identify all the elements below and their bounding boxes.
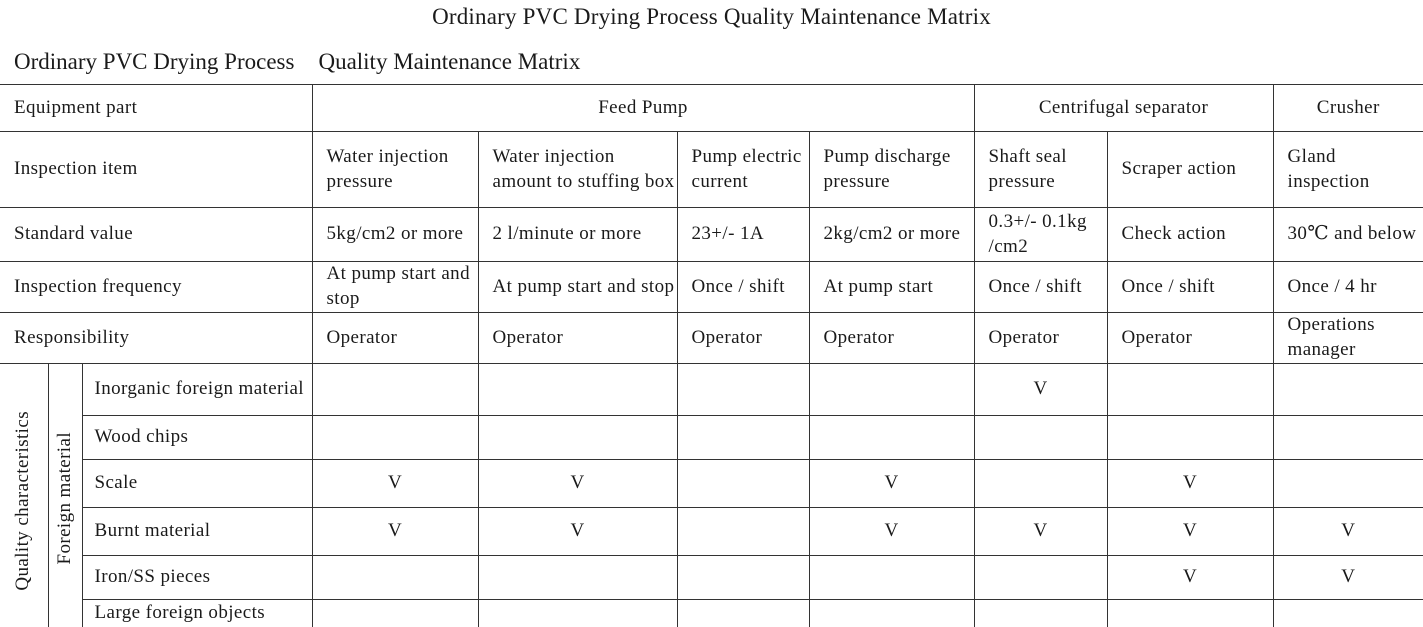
mark-cell: V	[478, 460, 677, 508]
characteristic-row	[0, 416, 1423, 460]
characteristic-name: Large foreign objects	[82, 600, 312, 627]
standard-cell: Check action	[1107, 208, 1273, 262]
standard-cell: 30℃ and below	[1273, 208, 1423, 262]
characteristic-name: Burnt material	[82, 508, 312, 556]
mark-cell	[478, 556, 677, 600]
mark-cell	[478, 600, 677, 627]
mark-cell	[1273, 364, 1423, 416]
caption-process: Ordinary PVC Drying Process	[14, 49, 295, 74]
responsibility-row	[0, 313, 1423, 364]
mark-cell: V	[1107, 556, 1273, 600]
standard-cell: 23+/- 1A	[677, 208, 809, 262]
mark-cell	[1273, 460, 1423, 508]
row-label: Standard value	[0, 208, 312, 262]
mark-cell	[478, 364, 677, 416]
characteristic-name: Iron/SS pieces	[82, 556, 312, 600]
mark-cell	[677, 556, 809, 600]
mark-cell: V	[1107, 460, 1273, 508]
mark-cell	[312, 556, 478, 600]
item-cell: Gland inspection	[1273, 132, 1423, 208]
mark-cell: V	[1273, 556, 1423, 600]
responsibility-cell: Operator	[312, 313, 478, 364]
mark-cell: V	[809, 508, 974, 556]
quality-maintenance-matrix	[0, 84, 1423, 627]
mark-cell	[1107, 600, 1273, 627]
mark-cell	[1107, 416, 1273, 460]
mark-cell	[809, 364, 974, 416]
mark-cell: V	[478, 508, 677, 556]
mark-cell	[809, 556, 974, 600]
mark-cell	[974, 416, 1107, 460]
characteristic-row	[0, 508, 1423, 556]
inspection-item-row	[0, 132, 1423, 208]
mark-cell: V	[1107, 508, 1273, 556]
table-caption	[14, 47, 580, 77]
characteristic-row	[0, 460, 1423, 508]
caption-matrix: Quality Maintenance Matrix	[318, 49, 581, 74]
mark-cell: V	[312, 460, 478, 508]
characteristic-row	[0, 364, 1423, 416]
frequency-cell: Once / shift	[1107, 262, 1273, 313]
item-cell: Pump discharge pressure	[809, 132, 974, 208]
mark-cell: V	[809, 460, 974, 508]
mark-cell	[677, 508, 809, 556]
mark-cell	[677, 364, 809, 416]
mark-cell: V	[974, 364, 1107, 416]
mark-cell: V	[974, 508, 1107, 556]
equipment-feed-pump: Feed Pump	[312, 85, 974, 132]
equipment-part-row	[0, 85, 1423, 132]
characteristic-row	[0, 600, 1423, 627]
mark-cell	[677, 460, 809, 508]
responsibility-cell: Operator	[974, 313, 1107, 364]
characteristic-name: Inorganic foreign material	[82, 364, 312, 416]
responsibility-cell: Operator	[809, 313, 974, 364]
frequency-cell: At pump start and stop	[478, 262, 677, 313]
standard-cell: 5kg/cm2 or more	[312, 208, 478, 262]
mark-cell	[677, 600, 809, 627]
item-cell: Water injection amount to stuffing box	[478, 132, 677, 208]
mark-cell	[809, 416, 974, 460]
row-label: Inspection item	[0, 132, 312, 208]
mark-cell	[1107, 364, 1273, 416]
frequency-cell: At pump start	[809, 262, 974, 313]
item-cell: Scraper action	[1107, 132, 1273, 208]
standard-value-row	[0, 208, 1423, 262]
frequency-cell: Once / shift	[974, 262, 1107, 313]
frequency-cell: Once / 4 hr	[1273, 262, 1423, 313]
frequency-cell: At pump start and stop	[312, 262, 478, 313]
mark-cell	[809, 600, 974, 627]
equipment-centrifugal-separator: Centrifugal separator	[974, 85, 1273, 132]
mark-cell	[974, 600, 1107, 627]
item-cell: Shaft seal pressure	[974, 132, 1107, 208]
mark-cell	[312, 364, 478, 416]
standard-cell: 0.3+/- 0.1kg /cm2	[974, 208, 1107, 262]
mark-cell	[974, 460, 1107, 508]
mark-cell	[677, 416, 809, 460]
standard-cell: 2 l/minute or more	[478, 208, 677, 262]
mark-cell: V	[312, 508, 478, 556]
mark-cell	[974, 556, 1107, 600]
inspection-frequency-row	[0, 262, 1423, 313]
mark-cell: V	[1273, 508, 1423, 556]
responsibility-cell: Operator	[478, 313, 677, 364]
characteristic-name: Wood chips	[82, 416, 312, 460]
responsibility-cell: Operations manager	[1273, 313, 1423, 364]
mark-cell	[312, 416, 478, 460]
frequency-cell: Once / shift	[677, 262, 809, 313]
characteristic-row	[0, 556, 1423, 600]
item-cell: Pump electric current	[677, 132, 809, 208]
row-label: Responsibility	[0, 313, 312, 364]
quality-characteristics-label: Quality characteristics	[0, 364, 48, 627]
standard-cell: 2kg/cm2 or more	[809, 208, 974, 262]
item-cell: Water injection pressure	[312, 132, 478, 208]
characteristic-name: Scale	[82, 460, 312, 508]
equipment-crusher: Crusher	[1273, 85, 1423, 132]
mark-cell	[478, 416, 677, 460]
document-title: Ordinary PVC Drying Process Quality Maintenance Matrix	[432, 4, 991, 29]
row-label: Equipment part	[0, 85, 312, 132]
mark-cell	[312, 600, 478, 627]
responsibility-cell: Operator	[1107, 313, 1273, 364]
mark-cell	[1273, 600, 1423, 627]
foreign-material-label: Foreign material	[48, 364, 82, 627]
row-label: Inspection frequency	[0, 262, 312, 313]
responsibility-cell: Operator	[677, 313, 809, 364]
mark-cell	[1273, 416, 1423, 460]
